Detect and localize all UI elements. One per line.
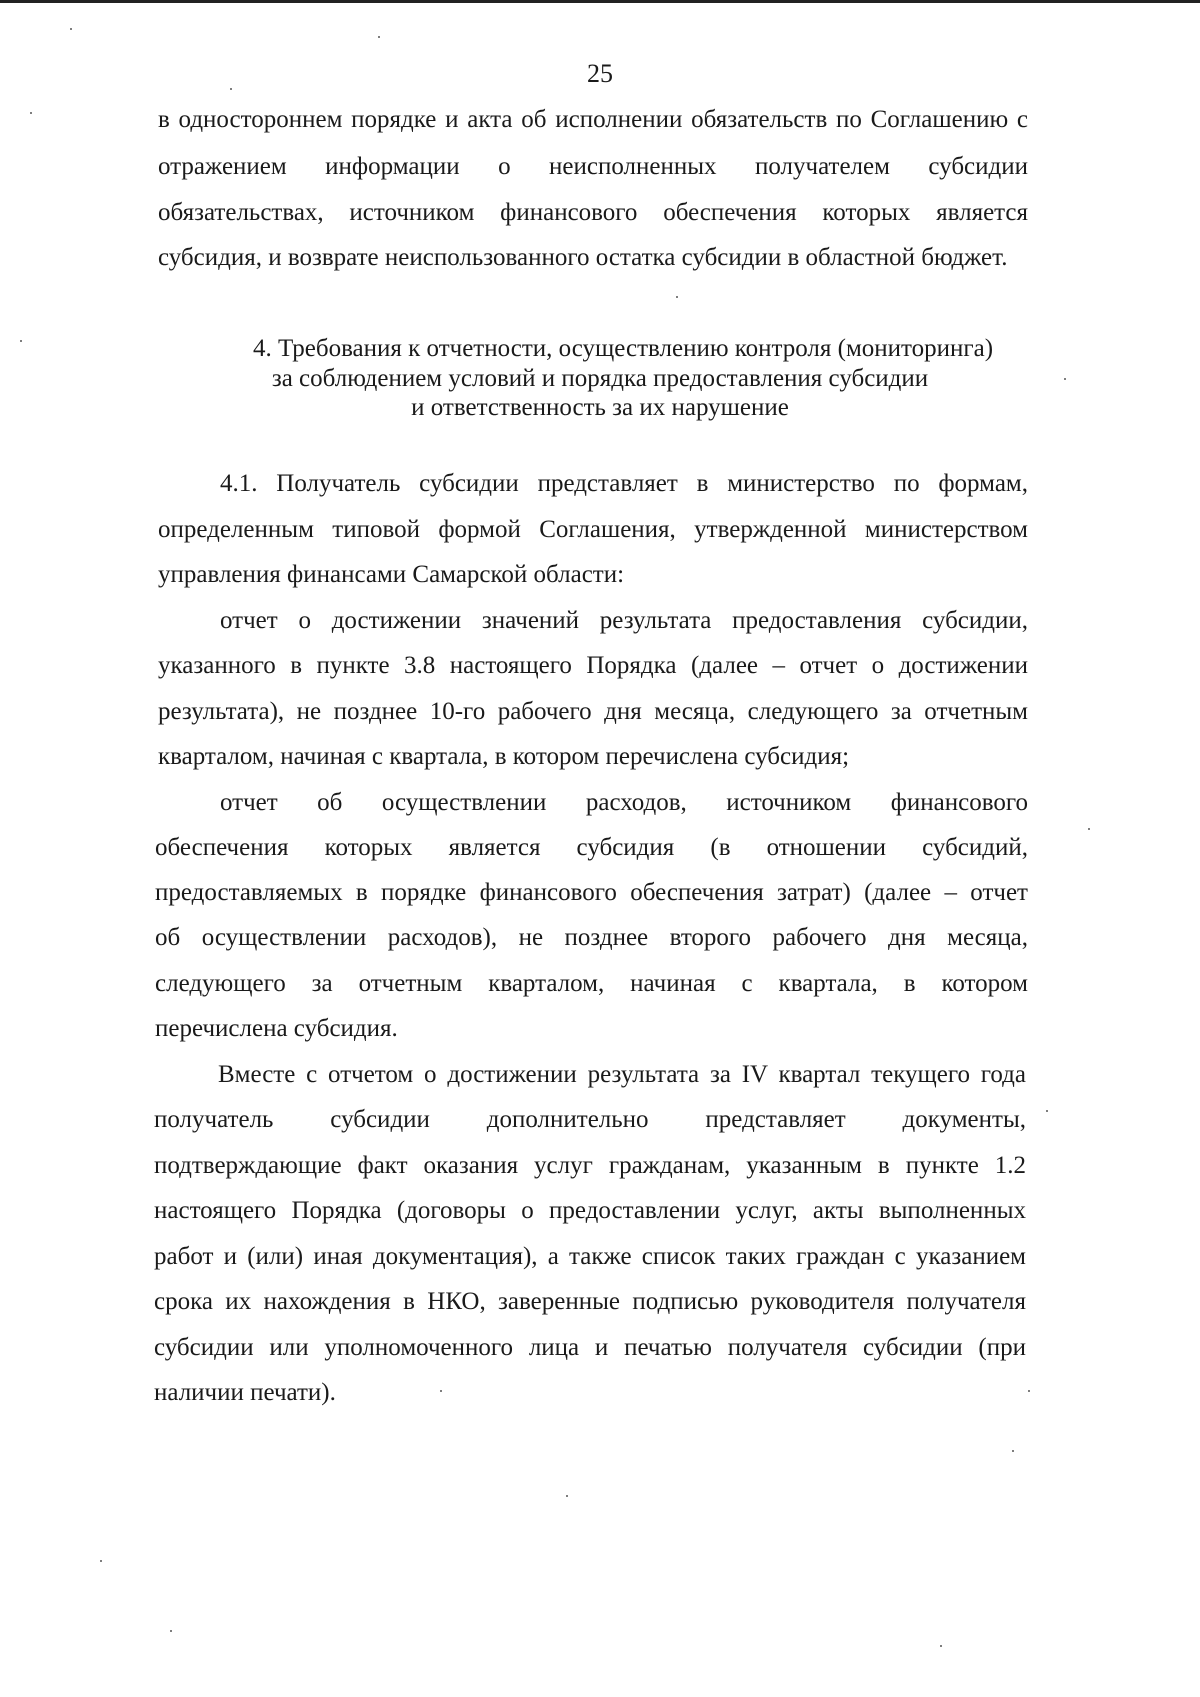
scan-speck <box>20 340 22 342</box>
scan-speck <box>170 1630 172 1632</box>
scan-speck <box>1064 378 1066 380</box>
paragraph-q4-line-8: наличии печати). <box>154 1379 336 1406</box>
report-expenses-line-3: предоставляемых в порядке финансового обеспечения затрат) (далее – отчет <box>155 879 1028 906</box>
scan-speck <box>1046 1110 1048 1112</box>
report-result-line-4: кварталом, начиная с квартала, в котором перечислена субсидия; <box>158 743 850 770</box>
paragraph-4-1-line-1: 4.1. Получатель субсидии представляет в министерство по формам, <box>220 470 1028 497</box>
intro-line-4: субсидия, и возврате неиспользованного остатка субсидии в областной бюджет. <box>158 244 1008 271</box>
scan-speck <box>1028 1390 1030 1392</box>
report-expenses-line-6: перечислена субсидия. <box>155 1015 398 1042</box>
scan-speck <box>100 1560 102 1562</box>
paragraph-q4-line-1: Вместе с отчетом о достижении результата за IV квартал текущего года <box>218 1061 1026 1088</box>
intro-line-1: в одностороннем порядке и акта об исполнении обязательств по Соглашению с <box>158 106 1028 133</box>
intro-line-2: отражением информации о неисполненных получателем субсидии <box>158 153 1028 180</box>
section-heading-line-1: 4. Требования к отчетности, осуществлению контроля (мониторинга) <box>252 335 994 362</box>
paragraph-q4-line-5: работ и (или) иная документация), а также список таких граждан с указанием <box>154 1243 1026 1270</box>
scan-speck <box>1088 828 1090 830</box>
paragraph-4-1-line-3: управления финансами Самарской области: <box>158 561 625 588</box>
paragraph-q4-line-3: подтверждающие факт оказания услуг гражданам, указанным в пункте 1.2 <box>154 1152 1026 1179</box>
section-heading-line-3: и ответственность за их нарушение <box>411 394 789 421</box>
page-top-edge <box>0 0 1200 3</box>
report-expenses-line-2: обеспечения которых является субсидия (в отношении субсидий, <box>155 834 1028 861</box>
paragraph-q4-line-7: субсидии или уполномоченного лица и печатью получателя субсидии (при <box>154 1334 1026 1361</box>
scan-speck <box>566 1495 568 1497</box>
report-result-line-1: отчет о достижении значений результата предоставления субсидии, <box>220 607 1028 634</box>
scan-speck <box>378 36 380 38</box>
report-result-line-2: указанного в пункте 3.8 настоящего Порядка (далее – отчет о достижении <box>158 652 1028 679</box>
paragraph-q4-line-6: срока их нахождения в НКО, заверенные подписью руководителя получателя <box>154 1288 1026 1315</box>
report-expenses-line-1: отчет об осуществлении расходов, источником финансового <box>220 789 1028 816</box>
section-heading-line-2: за соблюдением условий и порядка предоставления субсидии <box>271 365 929 392</box>
scan-speck <box>70 28 72 30</box>
scan-speck <box>1012 1450 1014 1452</box>
intro-line-3: обязательствах, источником финансового обеспечения которых является <box>158 199 1028 226</box>
scan-speck <box>440 1390 442 1392</box>
report-expenses-line-4: об осуществлении расходов), не позднее второго рабочего дня месяца, <box>155 924 1028 951</box>
paragraph-q4-line-4: настоящего Порядка (договоры о предоставлении услуг, акты выполненных <box>154 1197 1026 1224</box>
scan-speck <box>676 296 678 298</box>
report-expenses-line-5: следующего за отчетным кварталом, начиная с квартала, в котором <box>155 970 1028 997</box>
page-number: 25 <box>587 59 613 88</box>
scan-speck <box>940 1645 942 1647</box>
scan-speck <box>230 88 232 90</box>
scan-speck <box>30 112 32 114</box>
paragraph-q4-line-2: получатель субсидии дополнительно представляет документы, <box>154 1106 1026 1133</box>
report-result-line-3: результата), не позднее 10-го рабочего дня месяца, следующего за отчетным <box>158 698 1028 725</box>
paragraph-4-1-line-2: определенным типовой формой Соглашения, утвержденной министерством <box>158 516 1028 543</box>
